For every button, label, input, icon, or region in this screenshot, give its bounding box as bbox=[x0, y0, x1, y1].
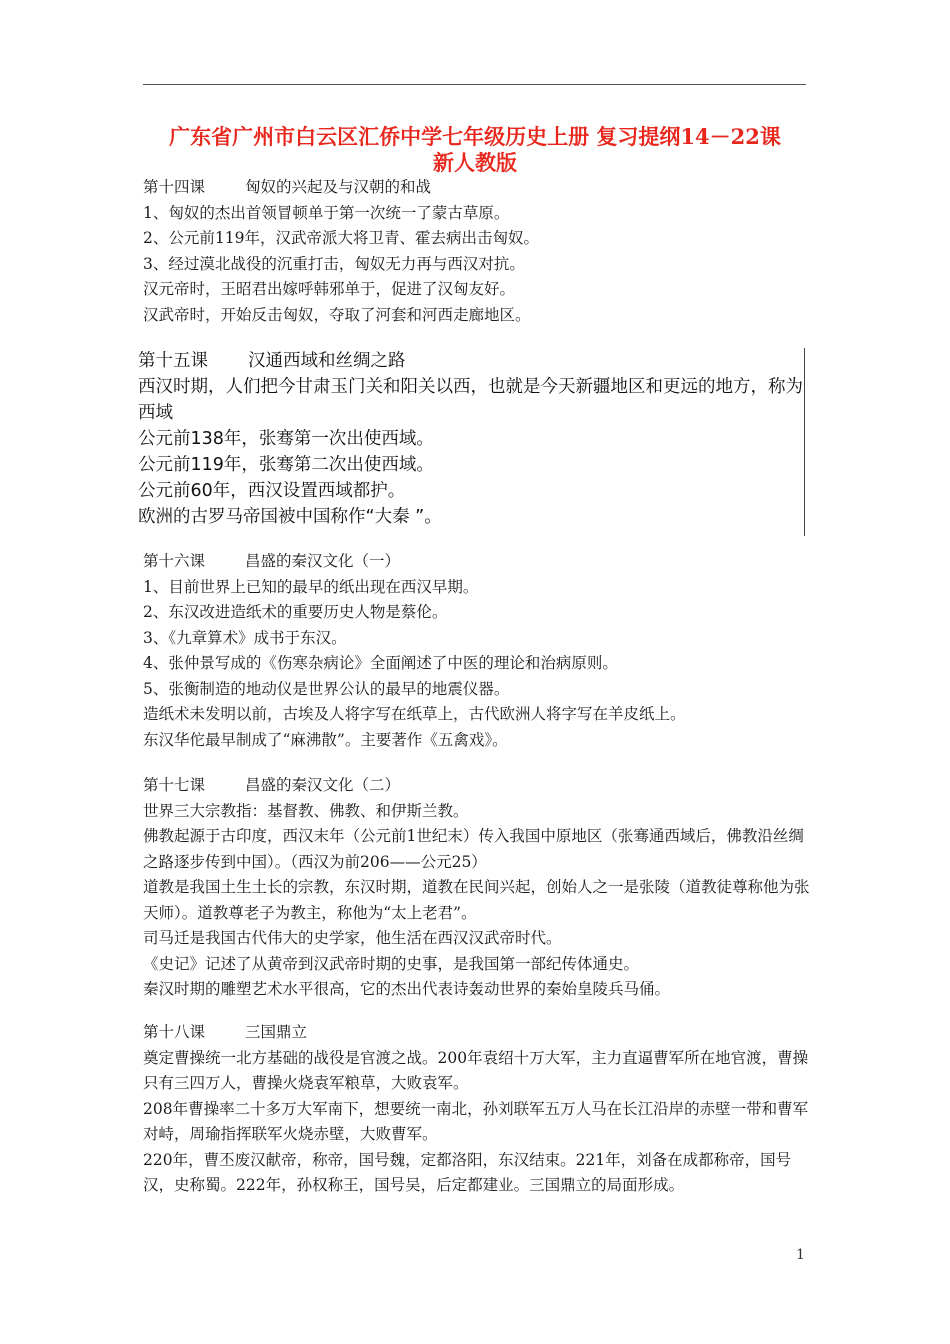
lesson-title: 匈奴的兴起及与汉朝的和战 bbox=[245, 178, 432, 196]
text-line: 公元前138年，张骞第一次出使西域。 bbox=[138, 429, 434, 449]
text-line: 汉元帝时，王昭君出嫁呼韩邪单于，促进了汉匈友好。 bbox=[143, 280, 516, 298]
text-paragraph: 208年曹操率二十多万大军南下，想要统一南北，孙刘联军五万人马在长江沿岸的赤壁一带和曹军对峙，周瑜指挥联军火烧赤壁，大败曹军。 bbox=[143, 1099, 809, 1143]
text-line: 1、匈奴的杰出首领冒顿单于第一次统一了蒙古草原。 bbox=[143, 203, 510, 222]
lesson-number: 第十七课 bbox=[143, 776, 206, 794]
text-line: 汉武帝时，开始反击匈奴，夺取了河套和河西走廊地区。 bbox=[143, 305, 531, 324]
text-paragraph: 秦汉时期的雕塑艺术水平很高，它的杰出代表诗轰动世界的秦始皇陵兵马俑。 bbox=[143, 980, 671, 998]
lesson-heading bbox=[143, 773, 815, 799]
lesson-title: 汉通西域和丝绸之路 bbox=[248, 351, 406, 371]
lesson-number: 第十六课 bbox=[143, 552, 206, 570]
lesson-number: 第十五课 bbox=[138, 351, 208, 371]
lesson-17-section bbox=[143, 773, 815, 1003]
text-paragraph: 西汉时期，人们把今甘肃玉门关和阳关以西，也就是今天新疆地区和更远的地方，称为西域 bbox=[138, 377, 803, 423]
text-line: 5、张衡制造的地动仪是世界公认的最早的地震仪器。 bbox=[143, 679, 510, 698]
text-paragraph: 奠定曹操统一北方基础的战役是官渡之战。200年袁绍十万大军，主力直逼曹军所在地官渡，曹操只有三四万人，曹操火烧袁军粮草，大败袁军。 bbox=[143, 1048, 809, 1092]
lesson-heading bbox=[138, 348, 804, 374]
lesson-18-section bbox=[143, 1020, 815, 1199]
text-line: 2、东汉改进造纸术的重要历史人物是蔡伦。 bbox=[143, 603, 448, 621]
lesson-14-section bbox=[143, 175, 815, 328]
lesson-heading bbox=[143, 1020, 815, 1046]
text-line: 3、经过漠北战役的沉重打击，匈奴无力再与西汉对抗。 bbox=[143, 254, 525, 273]
text-line: 欧洲的古罗马帝国被中国称作“大秦 ”。 bbox=[138, 507, 442, 527]
text-line: 东汉华佗最早制成了“麻沸散”。主要著作《五禽戏》。 bbox=[143, 730, 508, 749]
text-line: 造纸术未发明以前，古埃及人将字写在纸草上，古代欧洲人将字写在羊皮纸上。 bbox=[143, 705, 686, 723]
text-line: 3、《九章算术》成书于东汉。 bbox=[143, 628, 347, 647]
lesson-title: 昌盛的秦汉文化（一） bbox=[245, 552, 401, 570]
text-line: 公元前119年，张骞第二次出使西域。 bbox=[138, 455, 434, 475]
page-number: 1 bbox=[796, 1247, 805, 1263]
text-paragraph: 世界三大宗教指：基督教、佛教、和伊斯兰教。 bbox=[143, 801, 469, 820]
text-paragraph: 《史记》记述了从黄帝到汉武帝时期的史事，是我国第一部纪传体通史。 bbox=[143, 954, 640, 973]
text-paragraph: 道教是我国土生土长的宗教，东汉时期，道教在民间兴起，创始人之一是张陵（道教徒尊称他为张天师）。道教尊老子为教主，称他为“太上老君”。 bbox=[143, 878, 810, 922]
text-paragraph: 佛教起源于古印度，西汉末年（公元前1世纪末）传入我国中原地区（张骞通西域后，佛教沿丝绸之路逐步传到中国）。（西汉为前206——公元25） bbox=[143, 827, 804, 871]
text-line: 公元前60年，西汉设置西域都护。 bbox=[138, 481, 406, 501]
lesson-16-section bbox=[143, 549, 815, 753]
text-paragraph: 220年，曹丕废汉献帝，称帝，国号魏，定都洛阳，东汉结束。221年，刘备在成都称帝，国号汉，史称蜀。222年，孙权称王，国号吴，后定都建业。三国鼎立的局面形成。 bbox=[143, 1150, 792, 1194]
lesson-number: 第十四课 bbox=[143, 178, 206, 196]
document-title: 广东省广州市白云区汇侨中学七年级历史上册 复习提纲14－22课 bbox=[169, 124, 781, 149]
lesson-15-image-block bbox=[138, 348, 805, 536]
lesson-title: 三国鼎立 bbox=[245, 1023, 308, 1041]
document-title-line2: 新人教版 bbox=[433, 150, 517, 175]
text-line: 1、目前世界上已知的最早的纸出现在西汉早期。 bbox=[143, 577, 479, 596]
lesson-title: 昌盛的秦汉文化（二） bbox=[245, 776, 401, 794]
text-line: 4、张仲景写成的《伤寒杂病论》全面阐述了中医的理论和治病原则。 bbox=[143, 654, 618, 672]
lesson-heading bbox=[143, 549, 815, 575]
lesson-heading bbox=[143, 175, 815, 201]
text-paragraph: 司马迁是我国古代伟大的史学家，他生活在西汉汉武帝时代。 bbox=[143, 929, 562, 947]
lesson-number: 第十八课 bbox=[143, 1023, 206, 1041]
header-rule bbox=[143, 84, 806, 85]
text-line: 2、公元前119年，汉武帝派大将卫青、霍去病出击匈奴。 bbox=[143, 229, 539, 247]
